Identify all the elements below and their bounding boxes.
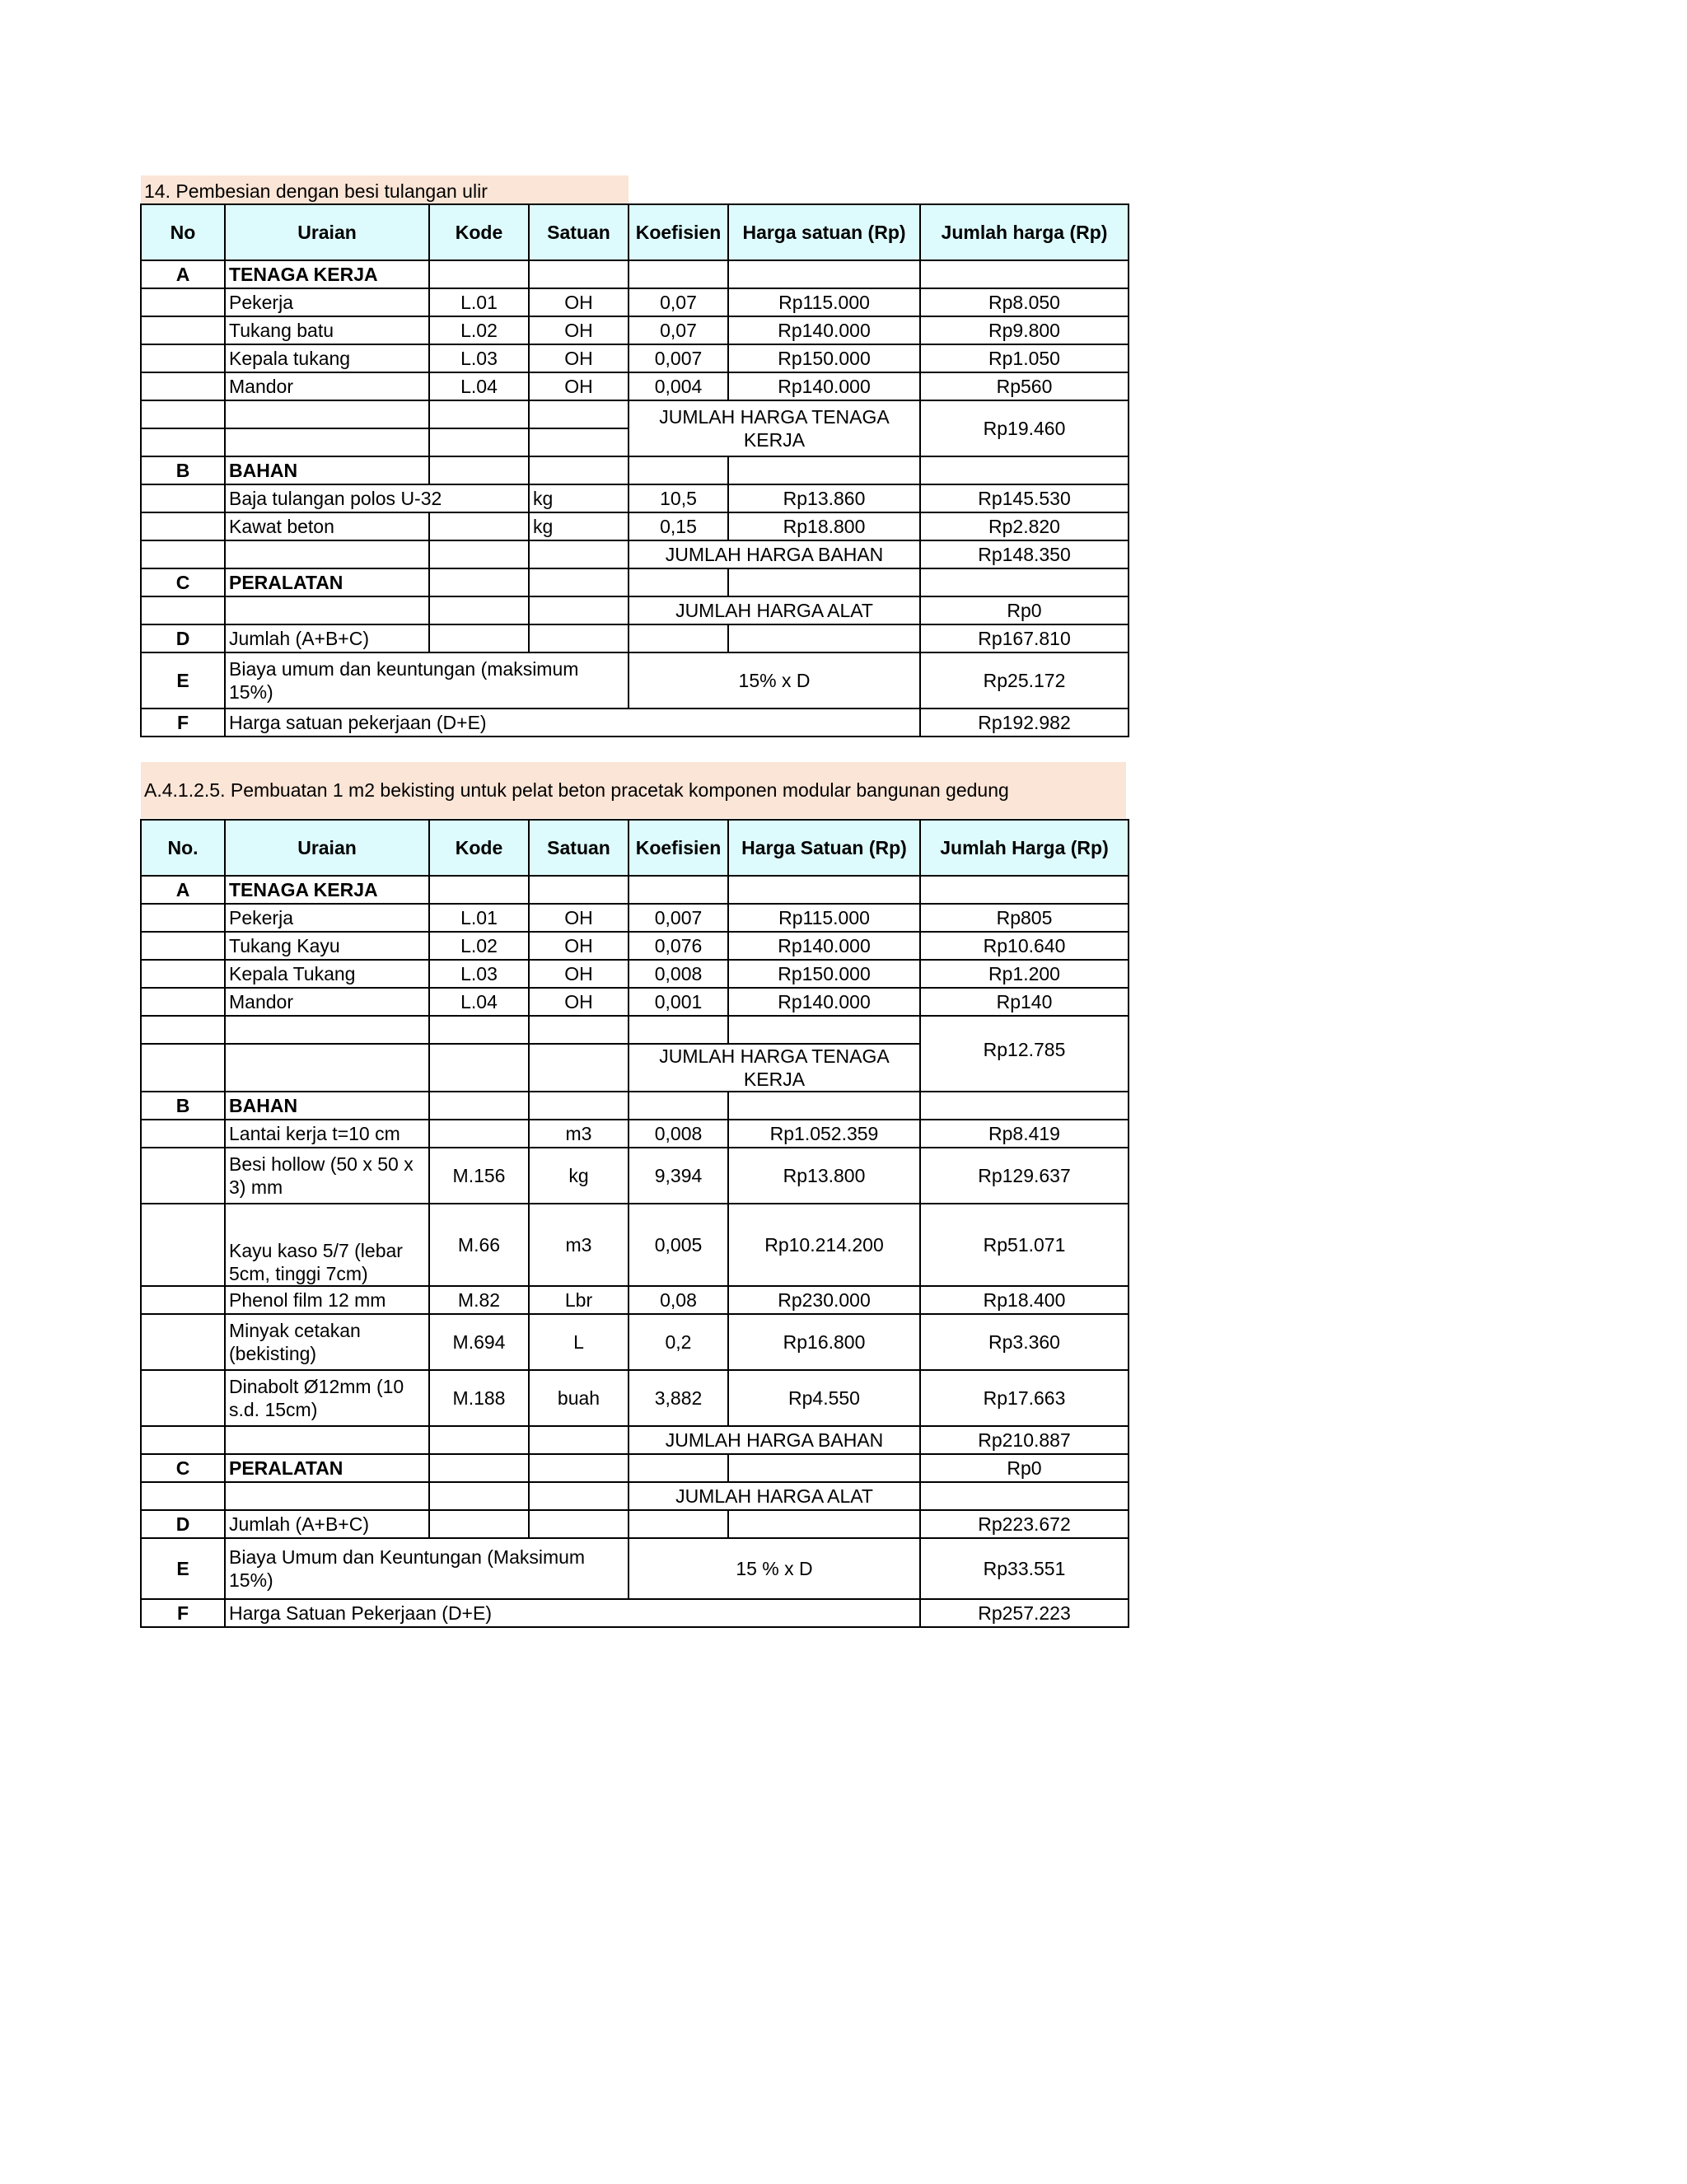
table-row — [141, 484, 1129, 512]
cell-harga: Rp13.860 — [728, 484, 920, 512]
cell-koefisien: 0,008 — [629, 1120, 728, 1148]
cell-harga: Rp13.800 — [728, 1148, 920, 1204]
cell-kode — [429, 1120, 529, 1148]
cell-harga: Rp230.000 — [728, 1286, 920, 1314]
cell-uraian: Tukang Kayu — [225, 932, 429, 960]
subtotal-row-bahan — [141, 540, 1129, 568]
header-uraian: Uraian — [225, 820, 429, 876]
header-harga-satuan: Harga satuan (Rp) — [728, 204, 920, 260]
section-no: A — [141, 260, 225, 288]
cell-uraian: Pekerja — [225, 904, 429, 932]
cell-harga: Rp140.000 — [728, 316, 920, 344]
table-row — [141, 288, 1129, 316]
cell-koefisien: 0,076 — [629, 932, 728, 960]
cell-uraian: Besi hollow (50 x 50 x 3) mm — [225, 1148, 429, 1204]
cell-kode: L.01 — [429, 288, 529, 316]
cell-harga: Rp140.000 — [728, 372, 920, 400]
table1-caption: 14. Pembesian dengan besi tulangan ulir — [141, 175, 629, 204]
cell-koefisien: 0,001 — [629, 988, 728, 1016]
row-label: Jumlah (A+B+C) — [225, 1510, 429, 1538]
cell-koefisien: 0,007 — [629, 904, 728, 932]
cell-harga: Rp10.214.200 — [728, 1204, 920, 1286]
subtotal-label: JUMLAH HARGA ALAT — [629, 1482, 920, 1510]
cell-harga: Rp16.800 — [728, 1314, 920, 1370]
cell-koefisien: 0,008 — [629, 960, 728, 988]
section-no: C — [141, 1454, 225, 1482]
cell-koefisien: 10,5 — [629, 484, 728, 512]
cell-uraian: Tukang batu — [225, 316, 429, 344]
header-jumlah-harga: Jumlah harga (Rp) — [920, 204, 1129, 260]
final-row-f — [141, 709, 1129, 737]
section-label: TENAGA KERJA — [225, 260, 429, 288]
row-formula: 15% x D — [629, 652, 920, 709]
cell-kode: M.82 — [429, 1286, 529, 1314]
cell-kode: M.694 — [429, 1314, 529, 1370]
cell-jumlah: Rp145.530 — [920, 484, 1129, 512]
cell-harga: Rp140.000 — [728, 988, 920, 1016]
cell-uraian: Kayu kaso 5/7 (lebar 5cm, tinggi 7cm) — [225, 1204, 429, 1286]
cell-jumlah: Rp140 — [920, 988, 1129, 1016]
cell-koefisien: 0,005 — [629, 1204, 728, 1286]
table-row — [141, 316, 1129, 344]
row-label: Harga Satuan Pekerjaan (D+E) — [225, 1599, 920, 1627]
table2-header-row — [141, 820, 1129, 876]
cell-satuan: OH — [529, 288, 629, 316]
header-satuan: Satuan — [529, 820, 629, 876]
cell-kode: L.02 — [429, 316, 529, 344]
subtotal-row-alat — [141, 1482, 1129, 1510]
cell-koefisien: 0,08 — [629, 1286, 728, 1314]
table1-cost-analysis — [140, 203, 1129, 737]
section-no: A — [141, 876, 225, 904]
section-no: C — [141, 568, 225, 596]
row-label: Biaya Umum dan Keuntungan (Maksimum 15%) — [225, 1538, 629, 1599]
row-no: F — [141, 709, 225, 737]
header-no: No — [141, 204, 225, 260]
cell-kode: L.03 — [429, 344, 529, 372]
spacer-row — [141, 1016, 1129, 1044]
cell-uraian: Pekerja — [225, 288, 429, 316]
cell-kode: M.156 — [429, 1148, 529, 1204]
cell-satuan: kg — [529, 512, 629, 540]
cell-harga: Rp150.000 — [728, 344, 920, 372]
cell-jumlah: Rp8.050 — [920, 288, 1129, 316]
subtotal-value: Rp19.460 — [920, 400, 1129, 456]
cell-kode: M.188 — [429, 1370, 529, 1426]
row-no: F — [141, 1599, 225, 1627]
section-row-peralatan — [141, 568, 1129, 596]
table-row — [141, 1148, 1129, 1204]
cell-uraian: Minyak cetakan (bekisting) — [225, 1314, 429, 1370]
cell-uraian: Kawat beton — [225, 512, 429, 540]
cell-kode: L.01 — [429, 904, 529, 932]
header-harga-satuan: Harga Satuan (Rp) — [728, 820, 920, 876]
table2-caption: A.4.1.2.5. Pembuatan 1 m2 bekisting untuk pelat beton pracetak komponen modular bangunan gedung — [141, 762, 1126, 818]
cell-koefisien: 0,004 — [629, 372, 728, 400]
cell-harga: Rp1.052.359 — [728, 1120, 920, 1148]
cell-jumlah: Rp8.419 — [920, 1120, 1129, 1148]
cell-satuan: OH — [529, 932, 629, 960]
row-value: Rp25.172 — [920, 652, 1129, 709]
subtotal-label: JUMLAH HARGA ALAT — [629, 596, 920, 624]
cell-jumlah: Rp2.820 — [920, 512, 1129, 540]
cell-jumlah: Rp51.071 — [920, 1204, 1129, 1286]
table-row — [141, 1286, 1129, 1314]
header-no: No. — [141, 820, 225, 876]
cell-satuan: Lbr — [529, 1286, 629, 1314]
table-row — [141, 904, 1129, 932]
cell-kode: L.04 — [429, 372, 529, 400]
cell-satuan: OH — [529, 988, 629, 1016]
section-label: BAHAN — [225, 1092, 429, 1120]
cell-satuan: kg — [529, 484, 629, 512]
row-value: Rp33.551 — [920, 1538, 1129, 1599]
cell-satuan: kg — [529, 1148, 629, 1204]
table-row — [141, 1204, 1129, 1286]
subtotal-value: Rp148.350 — [920, 540, 1129, 568]
cell-jumlah: Rp805 — [920, 904, 1129, 932]
cell-jumlah: Rp10.640 — [920, 932, 1129, 960]
cell-uraian: Kepala tukang — [225, 344, 429, 372]
cell-uraian: Phenol film 12 mm — [225, 1286, 429, 1314]
final-row-f — [141, 1599, 1129, 1627]
subtotal-label: JUMLAH HARGA BAHAN — [629, 1426, 920, 1454]
header-kode: Kode — [429, 204, 529, 260]
row-label: Biaya umum dan keuntungan (maksimum 15%) — [225, 652, 629, 709]
section-value: Rp0 — [920, 1454, 1129, 1482]
subtotal-label: JUMLAH HARGA TENAGA KERJA — [629, 1044, 920, 1092]
cell-harga: Rp18.800 — [728, 512, 920, 540]
subtotal-value: Rp0 — [920, 596, 1129, 624]
cell-satuan: m3 — [529, 1120, 629, 1148]
cell-satuan: L — [529, 1314, 629, 1370]
cell-uraian: Mandor — [225, 988, 429, 1016]
row-no: E — [141, 1538, 225, 1599]
cell-satuan: OH — [529, 372, 629, 400]
cell-koefisien: 3,882 — [629, 1370, 728, 1426]
row-no: E — [141, 652, 225, 709]
table-row — [141, 372, 1129, 400]
cell-satuan: buah — [529, 1370, 629, 1426]
cell-harga: Rp115.000 — [728, 904, 920, 932]
section-label: BAHAN — [225, 456, 429, 484]
cell-koefisien: 0,07 — [629, 316, 728, 344]
cell-uraian: Lantai kerja t=10 cm — [225, 1120, 429, 1148]
table-row — [141, 1314, 1129, 1370]
section-row-bahan — [141, 1092, 1129, 1120]
cell-harga: Rp150.000 — [728, 960, 920, 988]
table-row — [141, 1120, 1129, 1148]
row-no: D — [141, 624, 225, 652]
cell-kode: L.04 — [429, 988, 529, 1016]
table-row — [141, 960, 1129, 988]
cell-satuan: m3 — [529, 1204, 629, 1286]
total-row-d — [141, 624, 1129, 652]
section-label: TENAGA KERJA — [225, 876, 429, 904]
cell-koefisien: 0,007 — [629, 344, 728, 372]
section-label: PERALATAN — [225, 1454, 429, 1482]
row-label: Jumlah (A+B+C) — [225, 624, 429, 652]
header-koefisien: Koefisien — [629, 820, 728, 876]
subtotal-row-alat — [141, 596, 1129, 624]
cell-harga: Rp115.000 — [728, 288, 920, 316]
cell-jumlah: Rp560 — [920, 372, 1129, 400]
row-formula: 15 % x D — [629, 1538, 920, 1599]
table-row — [141, 1370, 1129, 1426]
header-jumlah-harga: Jumlah Harga (Rp) — [920, 820, 1129, 876]
subtotal-value: Rp210.887 — [920, 1426, 1129, 1454]
header-uraian: Uraian — [225, 204, 429, 260]
table-row — [141, 512, 1129, 540]
cell-satuan: OH — [529, 316, 629, 344]
section-row-bahan — [141, 456, 1129, 484]
cell-satuan: OH — [529, 960, 629, 988]
cell-jumlah: Rp3.360 — [920, 1314, 1129, 1370]
row-value: Rp192.982 — [920, 709, 1129, 737]
section-no: B — [141, 1092, 225, 1120]
subtotal-row-tenaga-kerja — [141, 400, 1129, 428]
header-koefisien: Koefisien — [629, 204, 728, 260]
cell-kode: M.66 — [429, 1204, 529, 1286]
subtotal-row-bahan — [141, 1426, 1129, 1454]
cell-koefisien: 0,2 — [629, 1314, 728, 1370]
cell-uraian: Kepala Tukang — [225, 960, 429, 988]
cell-jumlah: Rp1.200 — [920, 960, 1129, 988]
subtotal-value: Rp12.785 — [920, 1016, 1129, 1092]
cell-uraian: Dinabolt Ø12mm (10 s.d. 15cm) — [225, 1370, 429, 1426]
table2-cost-analysis — [140, 819, 1129, 1628]
table1-header-row — [141, 204, 1129, 260]
table-row — [141, 988, 1129, 1016]
cell-koefisien: 0,15 — [629, 512, 728, 540]
row-label: Harga satuan pekerjaan (D+E) — [225, 709, 920, 737]
cell-jumlah: Rp17.663 — [920, 1370, 1129, 1426]
cell-kode: L.02 — [429, 932, 529, 960]
subtotal-label: JUMLAH HARGA TENAGA KERJA — [629, 400, 920, 456]
subtotal-label: JUMLAH HARGA BAHAN — [629, 540, 920, 568]
cell-koefisien: 9,394 — [629, 1148, 728, 1204]
cell-jumlah: Rp1.050 — [920, 344, 1129, 372]
cell-satuan: OH — [529, 904, 629, 932]
cell-kode: L.03 — [429, 960, 529, 988]
header-satuan: Satuan — [529, 204, 629, 260]
cell-jumlah: Rp9.800 — [920, 316, 1129, 344]
cell-uraian: Mandor — [225, 372, 429, 400]
cell-harga: Rp4.550 — [728, 1370, 920, 1426]
section-row-tenaga-kerja — [141, 260, 1129, 288]
cell-jumlah: Rp129.637 — [920, 1148, 1129, 1204]
total-row-d — [141, 1510, 1129, 1538]
section-label: PERALATAN — [225, 568, 429, 596]
table-row — [141, 932, 1129, 960]
overhead-row-e — [141, 652, 1129, 709]
section-row-peralatan — [141, 1454, 1129, 1482]
table-row — [141, 344, 1129, 372]
row-value: Rp167.810 — [920, 624, 1129, 652]
cell-harga: Rp140.000 — [728, 932, 920, 960]
cell-jumlah: Rp18.400 — [920, 1286, 1129, 1314]
section-row-tenaga-kerja — [141, 876, 1129, 904]
cell-koefisien: 0,07 — [629, 288, 728, 316]
overhead-row-e — [141, 1538, 1129, 1599]
row-no: D — [141, 1510, 225, 1538]
cell-satuan: OH — [529, 344, 629, 372]
header-kode: Kode — [429, 820, 529, 876]
row-value: Rp223.672 — [920, 1510, 1129, 1538]
section-no: B — [141, 456, 225, 484]
cell-uraian: Baja tulangan polos U-32 — [225, 484, 529, 512]
row-value: Rp257.223 — [920, 1599, 1129, 1627]
